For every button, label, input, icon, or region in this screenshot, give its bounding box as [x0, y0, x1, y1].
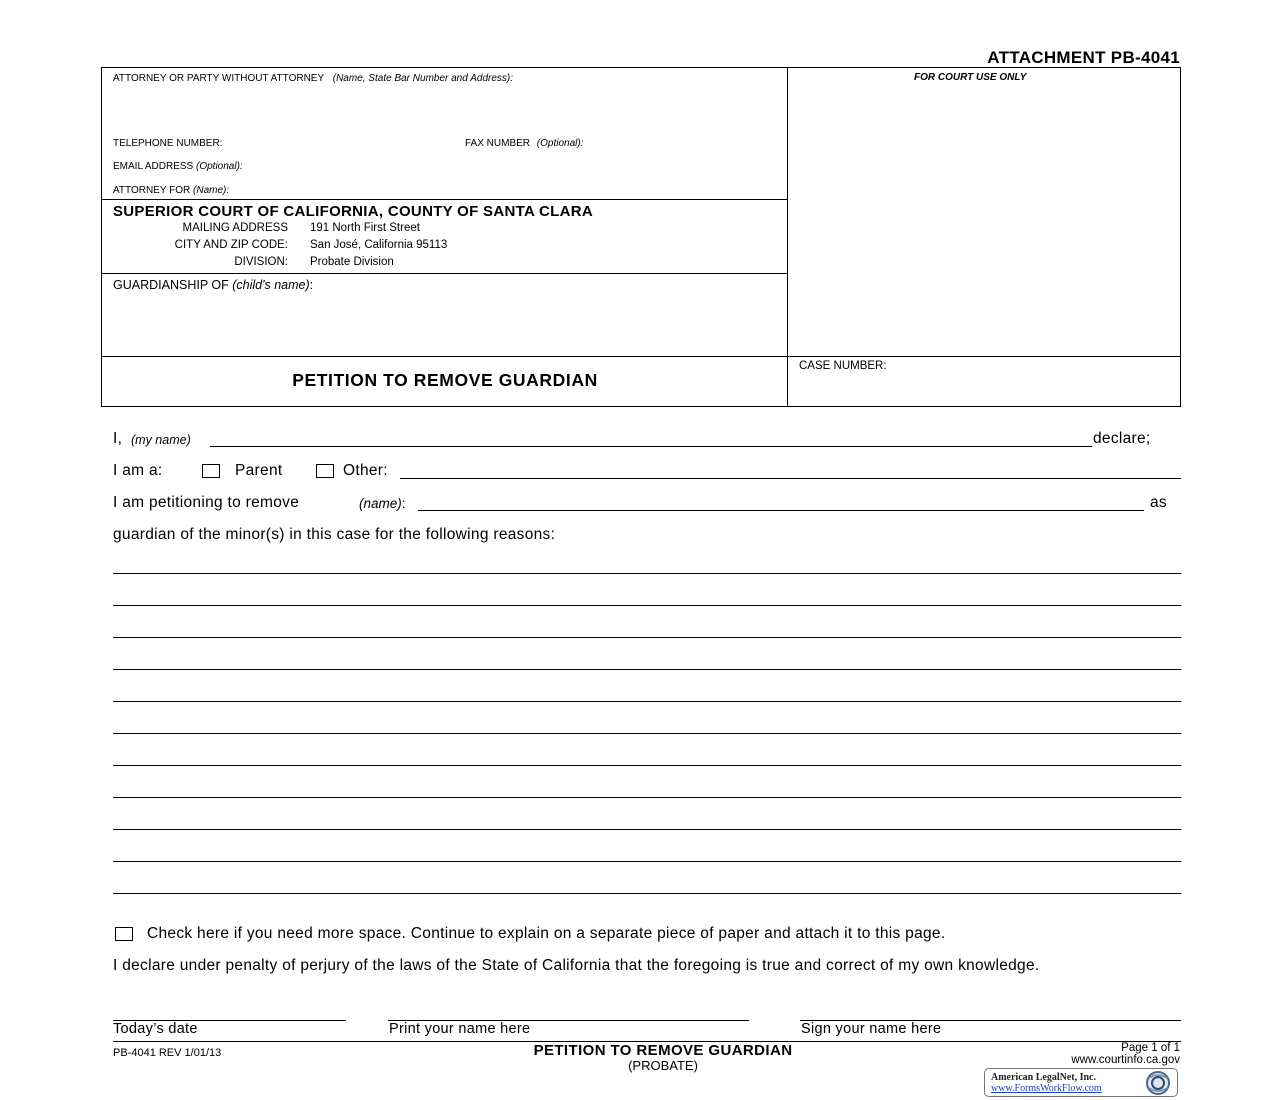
i-am-a-label: I am a:: [113, 462, 163, 479]
logo-company: American LegalNet, Inc.: [991, 1072, 1096, 1083]
title-section-top-border: [102, 356, 1181, 357]
my-name-hint: (my name): [131, 433, 191, 447]
guardianship-label: [113, 278, 313, 292]
attorney-for-label: [113, 185, 229, 196]
guardianship-hint: (child's name): [232, 278, 310, 292]
declaration-text: I declare under penalty of perjury of the laws of the State of California that the foregoing is true and correct of my own knowledge.: [113, 957, 1040, 974]
division-value: Probate Division: [310, 256, 394, 268]
petitioning-label: I am petitioning to remove: [113, 494, 300, 511]
parent-checkbox[interactable]: [202, 464, 220, 478]
reason-line[interactable]: [113, 733, 1181, 734]
mailing-address-value: 191 North First Street: [310, 222, 420, 234]
footer-subtitle: (PROBATE): [628, 1058, 698, 1073]
other-label: Other:: [343, 462, 388, 479]
page-number: Page 1 of 1: [1121, 1042, 1180, 1054]
name-hint-text: (name): [359, 496, 402, 511]
sign-name-label: Sign your name here: [801, 1021, 942, 1037]
attorney-label: [113, 73, 513, 84]
reason-line[interactable]: [113, 605, 1181, 606]
court-section-top-border: [102, 199, 788, 200]
reason-line[interactable]: [113, 797, 1181, 798]
attachment-title: ATTACHMENT PB-4041: [987, 48, 1180, 67]
reason-line[interactable]: [113, 701, 1181, 702]
more-space-label: Check here if you need more space. Continue to explain on a separate piece of paper and attach it to this page.: [147, 925, 946, 942]
email-label: [113, 161, 243, 172]
reasons-label: guardian of the minor(s) in this case for the following reasons:: [113, 526, 556, 543]
i-label: I,: [113, 430, 123, 447]
division-label: DIVISION:: [234, 256, 288, 268]
todays-date-label: Today’s date: [113, 1021, 198, 1037]
reason-line[interactable]: [113, 861, 1181, 862]
fax-hint: (Optional):: [536, 138, 584, 149]
reason-line[interactable]: [113, 765, 1181, 766]
court-website: www.courtinfo.ca.gov: [1071, 1054, 1180, 1066]
mailing-address-label: MAILING ADDRESS: [182, 222, 288, 234]
caption-box: [101, 67, 1181, 407]
reason-line[interactable]: [113, 893, 1181, 894]
email-label-text: EMAIL ADDRESS: [113, 161, 194, 172]
fax-label: [465, 138, 583, 149]
attorney-label-text: ATTORNEY OR PARTY WITHOUT ATTORNEY: [113, 73, 324, 84]
other-checkbox[interactable]: [316, 464, 334, 478]
attorney-for-hint: (Name):: [193, 185, 230, 196]
guardianship-label-text: GUARDIANSHIP OF: [113, 278, 229, 292]
declare-label: declare;: [1093, 430, 1151, 447]
case-number-label: CASE NUMBER:: [799, 360, 887, 372]
city-zip-value: San José, California 95113: [310, 239, 448, 251]
guardian-name-field[interactable]: [418, 510, 1144, 511]
other-field[interactable]: [400, 478, 1181, 479]
telephone-label: TELEPHONE NUMBER:: [113, 138, 223, 149]
print-name-label: Print your name here: [389, 1021, 531, 1037]
footer-title: PETITION TO REMOVE GUARDIAN: [533, 1042, 793, 1059]
court-use-label: FOR COURT USE ONLY: [914, 72, 1027, 83]
guardianship-colon: :: [309, 278, 314, 292]
name-hint: [359, 496, 406, 511]
american-legalnet-logo[interactable]: [984, 1068, 1178, 1097]
attorney-for-label-text: ATTORNEY FOR: [113, 185, 191, 196]
reason-line[interactable]: [113, 829, 1181, 830]
form-id: PB-4041 REV 1/01/13: [113, 1047, 222, 1059]
my-name-field[interactable]: [210, 446, 1092, 447]
parent-label: Parent: [235, 462, 283, 479]
more-space-checkbox[interactable]: [115, 927, 133, 941]
guardianship-section-top-border: [102, 273, 788, 274]
logo-url[interactable]: www.FormsWorkFlow.com: [991, 1083, 1102, 1094]
reason-line[interactable]: [113, 669, 1181, 670]
globe-icon: [1143, 1070, 1173, 1096]
city-zip-label: CITY AND ZIP CODE:: [174, 239, 288, 251]
petition-title: PETITION TO REMOVE GUARDIAN: [292, 370, 598, 390]
court-name: SUPERIOR COURT OF CALIFORNIA, COUNTY OF SANTA CLARA: [113, 203, 594, 220]
email-hint: (Optional):: [196, 161, 243, 172]
reason-line[interactable]: [113, 573, 1181, 574]
reason-line[interactable]: [113, 637, 1181, 638]
attorney-hint: (Name, State Bar Number and Address):: [332, 73, 514, 84]
as-label: as: [1150, 494, 1167, 511]
fax-label-text: FAX NUMBER: [465, 138, 531, 149]
name-colon: :: [401, 496, 406, 511]
